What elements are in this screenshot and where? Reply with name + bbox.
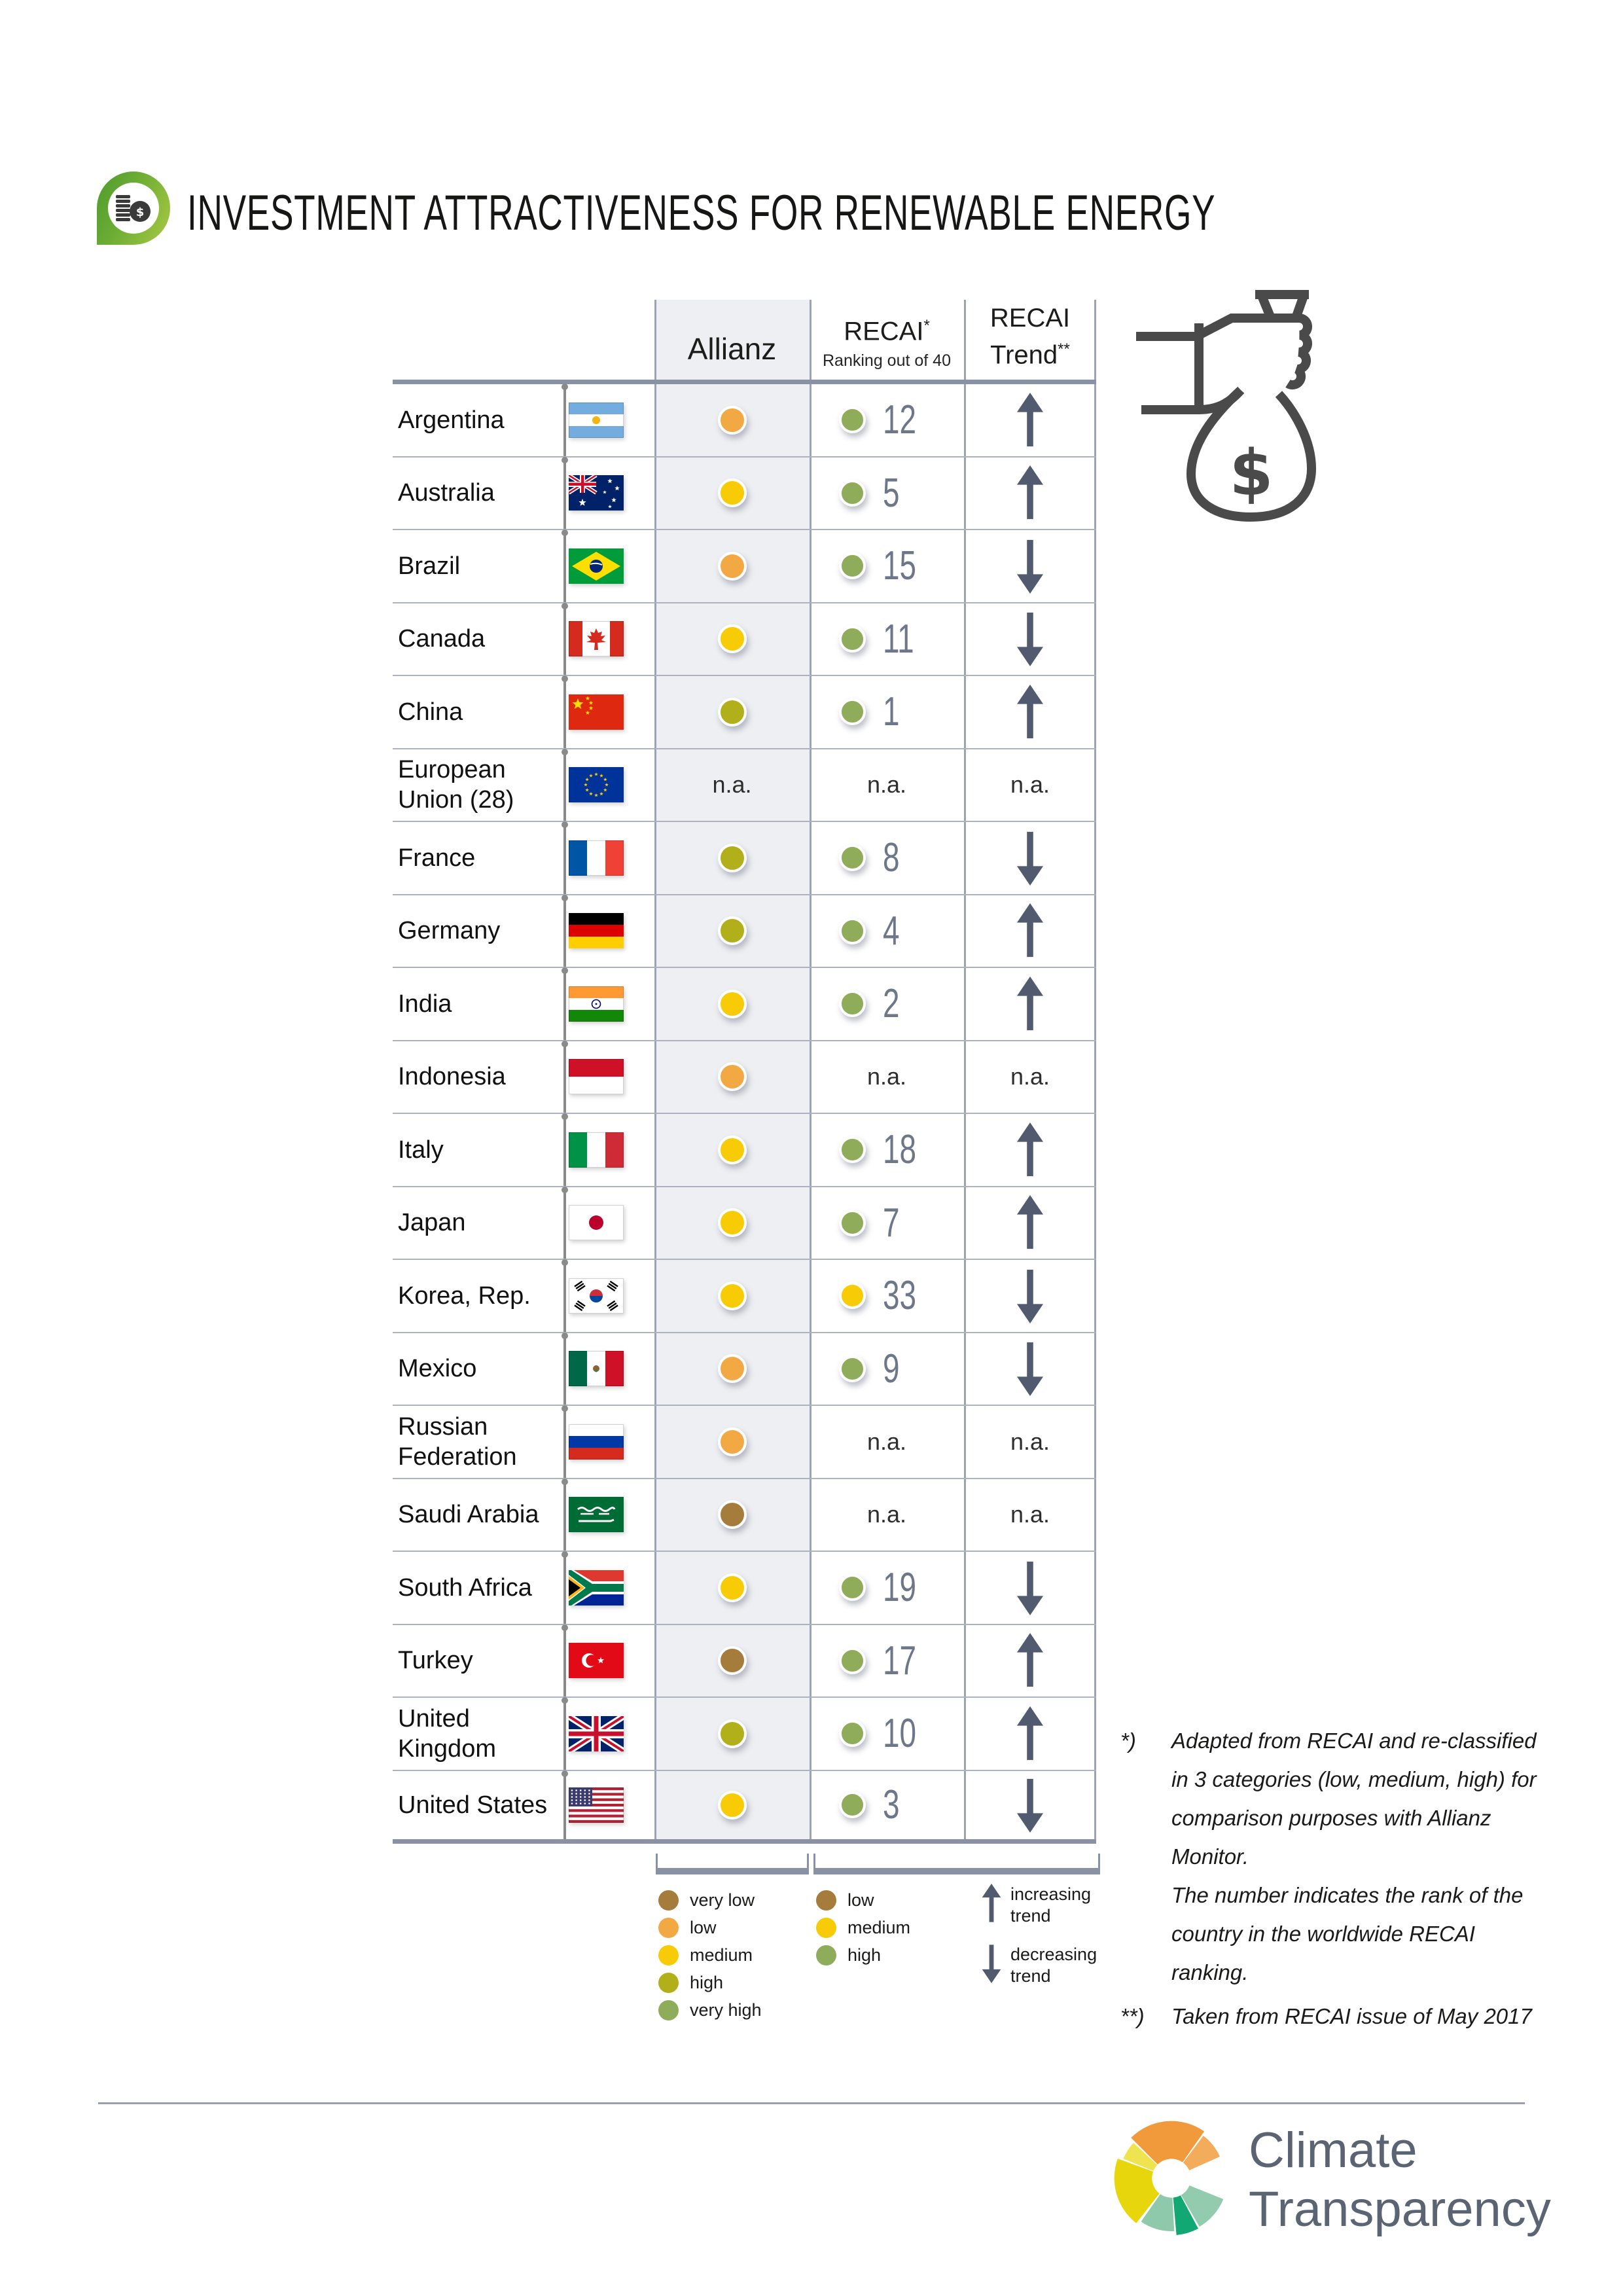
country-name: China: [398, 698, 463, 726]
table-row: [393, 676, 1096, 749]
footnote-line: Adapted from RECAI and re-classified: [1171, 1729, 1537, 1753]
flagpole: [563, 1556, 566, 1624]
recai-ranking-cell: [810, 1406, 964, 1478]
legend-item: [982, 1884, 1102, 1927]
na-label: n.a.: [1010, 1427, 1050, 1455]
allianz-rating-cell: [654, 457, 810, 529]
south-korea-flag: [569, 1278, 624, 1314]
footnote-line: country in the worldwide RECAI ranking.: [1171, 1922, 1476, 1984]
trend-up-arrow-icon: [1016, 465, 1044, 520]
allianz-rating-cell: [654, 749, 810, 821]
recai-trend-cell: [964, 1114, 1096, 1186]
allianz-rating-cell: [654, 530, 810, 602]
recai-ranking-cell: [810, 530, 964, 602]
legend-dot: [658, 1945, 679, 1965]
recai-rating-dot: [839, 480, 866, 507]
flagpole: [563, 535, 566, 602]
recai-trend-cell: [964, 603, 1096, 675]
china-flag: [569, 694, 624, 730]
recai-rating-dot: [839, 626, 866, 653]
recai-rating-dot: [839, 1647, 866, 1674]
table-row: [393, 1333, 1096, 1407]
trend-down-arrow-icon: [1016, 539, 1044, 594]
country-ratings-table: [393, 300, 1096, 1844]
svg-text:$: $: [135, 206, 145, 219]
legend-label: low: [690, 1917, 717, 1937]
recai-rank-value: 9: [882, 1346, 900, 1391]
table-row: [393, 1771, 1096, 1844]
trend-up-arrow-icon: [1016, 1195, 1044, 1250]
indonesia-flag: [569, 1059, 624, 1094]
allianz-legend-bracket: [656, 1854, 809, 1874]
recai-rating-dot: [839, 1355, 866, 1382]
legend-label: increasing trend: [1010, 1884, 1092, 1926]
mexico-flag: [569, 1351, 624, 1386]
india-flag: [569, 986, 624, 1022]
table-row: [393, 1698, 1096, 1771]
flagpole: [563, 973, 566, 1040]
recai-ranking-cell: [810, 895, 964, 967]
recai-ranking-cell: [810, 1260, 964, 1332]
recai-rating-dot: [839, 406, 866, 433]
recai-rating-dot: [839, 990, 866, 1017]
country-name: Korea, Rep.: [398, 1282, 531, 1310]
footer-divider: [98, 2102, 1525, 2104]
recai-ranking-cell: [810, 749, 964, 821]
table-row: [393, 457, 1096, 531]
legend-label: medium: [847, 1917, 911, 1937]
trend-legend: [982, 1884, 1102, 2004]
country-name: European Union (28): [398, 756, 514, 814]
italy-flag: [569, 1132, 624, 1168]
legend-dot: [658, 1918, 679, 1938]
table-row: [393, 895, 1096, 969]
recai-rank-value: 17: [882, 1638, 916, 1683]
recai-rank-value: 18: [882, 1127, 916, 1173]
germany-flag: [569, 913, 624, 948]
recai-trend-cell: [964, 457, 1096, 529]
table-row: [393, 1187, 1096, 1261]
country-name: Turkey: [398, 1647, 473, 1675]
australia-flag: [569, 475, 624, 511]
allianz-rating-dot: [718, 624, 747, 653]
legend-dot: [816, 1945, 836, 1965]
recai-ranking-cell: [810, 1041, 964, 1113]
table-row: [393, 1625, 1096, 1698]
na-label: n.a.: [866, 1427, 907, 1455]
legend-item: [816, 1941, 910, 1969]
legend-label: low: [847, 1890, 874, 1910]
legend-item: [658, 1886, 762, 1914]
trend-down-arrow-icon: [1016, 611, 1044, 666]
table-row: [393, 822, 1096, 895]
country-name: Australia: [398, 479, 495, 507]
allianz-rating-cell: [654, 1333, 810, 1405]
allianz-rating-cell: [654, 1406, 810, 1478]
country-name: Japan: [398, 1209, 466, 1237]
country-name: France: [398, 844, 476, 872]
turkey-flag: [569, 1643, 624, 1678]
recai-ranking-cell: [810, 384, 964, 456]
legend-label: decreasing trend: [1010, 1945, 1097, 1986]
table-row: [393, 1260, 1096, 1333]
legend-label: high: [690, 1972, 724, 1992]
allianz-rating-dot: [718, 1427, 747, 1456]
na-label: n.a.: [866, 1501, 907, 1528]
country-name: India: [398, 990, 452, 1018]
legend-item: [982, 1944, 1102, 1987]
trend-down-arrow-icon: [1016, 1268, 1044, 1323]
na-label: n.a.: [1010, 1063, 1050, 1090]
climate-transparency-logo: [1113, 2119, 1551, 2240]
table-row: [393, 384, 1096, 457]
flagpole: [563, 1776, 566, 1840]
logo-text-line2: Transparency: [1249, 2181, 1551, 2237]
recai-trend-cell: [964, 822, 1096, 894]
recai-ranking-cell: [810, 457, 964, 529]
allianz-rating-cell: [654, 1552, 810, 1624]
legend-item: [658, 1914, 762, 1941]
flagpole: [563, 1338, 566, 1405]
flagpole: [563, 1046, 566, 1113]
recai-rank-value: 7: [882, 1200, 900, 1246]
recai-rank-value: 4: [882, 908, 900, 954]
recai-legend: [816, 1886, 910, 1969]
trend-down-arrow-icon: [982, 1944, 1001, 1983]
recai-trend-cell: [964, 895, 1096, 967]
allianz-rating-cell: [654, 1698, 810, 1770]
trend-down-arrow-icon: [1016, 1560, 1044, 1615]
country-name: Mexico: [398, 1355, 477, 1383]
country-name: Germany: [398, 917, 501, 945]
allianz-rating-dot: [718, 1500, 747, 1529]
recai-trend-cell: [964, 1552, 1096, 1624]
trend-up-arrow-icon: [1016, 1706, 1044, 1761]
footnote-1: *) Adapted from RECAI and re-classified in 3 categories (low, medium, high) for comparison purposes with Allianz Monitor. The number indicates the rank of the country in the worldwide RECAI ranking.: [1120, 1721, 1552, 1992]
na-label: n.a.: [1010, 1501, 1050, 1528]
legend-label: medium: [690, 1945, 753, 1965]
flagpole: [563, 754, 566, 821]
allianz-rating-dot: [718, 990, 747, 1018]
legend-item: [816, 1886, 910, 1914]
recai-rating-dot: [839, 698, 866, 725]
legend-dot: [658, 1973, 679, 1993]
allianz-rating-dot: [718, 916, 747, 945]
recai-rating-dot: [839, 1136, 866, 1163]
recai-trend-cell: [964, 1260, 1096, 1332]
money-bag-hand-icon: [1133, 288, 1349, 527]
flagpole: [563, 1484, 566, 1551]
table-row: [393, 603, 1096, 677]
allianz-rating-dot: [718, 698, 747, 726]
flagpole: [563, 1119, 566, 1186]
legend-dot: [658, 1890, 679, 1910]
recai-rating-dot: [839, 1791, 866, 1818]
legend-item: [658, 1941, 762, 1969]
usa-flag: [569, 1787, 624, 1823]
table-row: [393, 1479, 1096, 1552]
trend-up-arrow-icon: [1016, 1633, 1044, 1688]
recai-rank-value: 1: [882, 689, 900, 735]
column-header-recai-trend: RECAI Trend**: [990, 303, 1071, 369]
recai-ranking-cell: [810, 1552, 964, 1624]
legend-label: very high: [690, 2000, 762, 2020]
recai-trend-cell: [964, 676, 1096, 748]
legend-label: very low: [690, 1890, 755, 1910]
allianz-rating-cell: [654, 968, 810, 1040]
allianz-rating-cell: [654, 676, 810, 748]
saudi-arabia-flag: [569, 1497, 624, 1532]
recai-ranking-cell: [810, 1698, 964, 1770]
na-label: n.a.: [1010, 771, 1050, 798]
recai-trend-cell: [964, 1333, 1096, 1405]
recai-ranking-cell: [810, 1333, 964, 1405]
flagpole: [563, 900, 566, 967]
table-row: [393, 1041, 1096, 1115]
brazil-flag: [569, 548, 624, 584]
country-name: United States: [398, 1791, 548, 1819]
legend-label: high: [847, 1945, 882, 1965]
country-name: Argentina: [398, 406, 505, 434]
recai-rating-dot: [839, 1210, 866, 1236]
recai-trend-cell: [964, 1406, 1096, 1478]
table-row: [393, 530, 1096, 603]
allianz-rating-dot: [718, 1208, 747, 1237]
flagpole: [563, 1265, 566, 1332]
country-name: Indonesia: [398, 1063, 506, 1091]
recai-ranking-cell: [810, 822, 964, 894]
allianz-rating-cell: [654, 384, 810, 456]
recai-ranking-cell: [810, 676, 964, 748]
allianz-rating-cell: [654, 822, 810, 894]
allianz-rating-dot: [718, 1719, 747, 1748]
recai-rank-value: 33: [882, 1273, 916, 1319]
footnote-line: comparison purposes with Allianz Monitor.: [1171, 1806, 1491, 1869]
recai-rank-value: 11: [882, 616, 914, 662]
recai-ranking-cell: [810, 603, 964, 675]
flagpole: [563, 1192, 566, 1259]
page-title: INVESTMENT ATTRACTIVENESS FOR RENEWABLE ENERGY: [187, 185, 1216, 241]
flagpole: [563, 681, 566, 748]
recai-trend-cell: [964, 968, 1096, 1040]
allianz-rating-cell: [654, 1114, 810, 1186]
country-name: Russian Federation: [398, 1412, 517, 1471]
eu-flag: [569, 767, 624, 802]
flagpole: [563, 1702, 566, 1770]
recai-rating-dot: [839, 552, 866, 579]
russia-flag: [569, 1424, 624, 1460]
recai-ranking-cell: [810, 1114, 964, 1186]
recai-trend-cell: [964, 1041, 1096, 1113]
allianz-rating-dot: [718, 552, 747, 581]
allianz-rating-dot: [718, 1573, 747, 1602]
recai-rank-value: 15: [882, 543, 916, 589]
column-header-recai: RECAI* Ranking out of 40: [823, 316, 951, 370]
country-name: United Kingdom: [398, 1704, 496, 1763]
country-name: Brazil: [398, 552, 461, 580]
trend-up-arrow-icon: [1016, 1122, 1044, 1177]
allianz-rating-dot: [718, 478, 747, 507]
table-row: [393, 749, 1096, 823]
recai-rating-dot: [839, 1282, 866, 1309]
recai-trend-cell: [964, 1187, 1096, 1259]
recai-rank-value: 5: [882, 470, 900, 516]
table-row: [393, 1406, 1096, 1479]
allianz-rating-dot: [718, 1646, 747, 1675]
trend-up-arrow-icon: [1016, 903, 1044, 958]
flagpole: [563, 462, 566, 529]
uk-flag: [569, 1716, 624, 1751]
country-name: Canada: [398, 625, 486, 653]
recai-ranking-cell: [810, 1771, 964, 1840]
recai-rating-dot: [839, 844, 866, 871]
allianz-rating-dot: [718, 1282, 747, 1310]
allianz-rating-cell: [654, 1041, 810, 1113]
recai-rank-value: 2: [882, 981, 900, 1027]
allianz-rating-cell: [654, 1771, 810, 1840]
country-name: South Africa: [398, 1573, 532, 1602]
flagpole: [563, 827, 566, 894]
allianz-legend: [658, 1886, 762, 2024]
footnote-line: in 3 categories (low, medium, high) for: [1171, 1767, 1537, 1791]
allianz-rating-dot: [718, 1791, 747, 1820]
allianz-rating-cell: [654, 895, 810, 967]
table-row: [393, 1552, 1096, 1625]
table-row: [393, 968, 1096, 1041]
allianz-rating-dot: [718, 1062, 747, 1091]
allianz-rating-dot: [718, 844, 747, 872]
legend-item: [658, 1969, 762, 1996]
logo-wheel-icon: [1113, 2119, 1230, 2240]
recai-rank-value: 12: [882, 397, 916, 443]
recai-trend-cell: [964, 1698, 1096, 1770]
na-label: n.a.: [866, 1063, 907, 1090]
canada-flag: [569, 621, 624, 656]
flagpole: [563, 1630, 566, 1697]
column-header-allianz: Allianz: [687, 332, 777, 366]
footnote-line: The number indicates the rank of the: [1171, 1883, 1524, 1907]
table-row: [393, 1114, 1096, 1187]
table-header: [393, 300, 1096, 384]
trend-down-arrow-icon: [1016, 831, 1044, 886]
argentina-flag: [569, 403, 624, 438]
recai-ranking-cell: [810, 1187, 964, 1259]
svg-text:$: $: [1229, 437, 1274, 510]
recai-trend-cell: [964, 1625, 1096, 1697]
trend-up-arrow-icon: [982, 1884, 1001, 1923]
allianz-rating-cell: [654, 1625, 810, 1697]
recai-rating-dot: [839, 1720, 866, 1747]
recai-ranking-cell: [810, 1625, 964, 1697]
flagpole: [563, 608, 566, 675]
allianz-rating-dot: [718, 1354, 747, 1383]
na-label: n.a.: [866, 771, 907, 798]
country-name: Saudi Arabia: [398, 1501, 539, 1529]
france-flag: [569, 840, 624, 876]
recai-rank-value: 10: [882, 1711, 916, 1757]
allianz-rating-dot: [718, 406, 747, 435]
recai-legend-bracket: [813, 1854, 1100, 1874]
flagpole: [563, 1410, 566, 1478]
trend-down-arrow-icon: [1016, 1778, 1044, 1833]
na-label: n.a.: [712, 771, 752, 798]
recai-trend-cell: [964, 530, 1096, 602]
recai-ranking-cell: [810, 1479, 964, 1551]
japan-flag: [569, 1205, 624, 1240]
allianz-rating-cell: [654, 1187, 810, 1259]
recai-rating-dot: [839, 918, 866, 944]
footnotes: [1120, 1721, 1552, 2041]
trend-up-arrow-icon: [1016, 393, 1044, 448]
recai-rank-value: 8: [882, 835, 900, 881]
recai-rank-value: 19: [882, 1565, 916, 1611]
legend-dot: [816, 1890, 836, 1910]
legend-dot: [658, 2000, 679, 2020]
allianz-rating-dot: [718, 1136, 747, 1164]
table-body: [393, 384, 1096, 1844]
country-name: Italy: [398, 1136, 444, 1164]
logo-text-line1: Climate: [1249, 2122, 1418, 2178]
recai-trend-cell: [964, 1771, 1096, 1840]
allianz-rating-cell: [654, 1479, 810, 1551]
recai-rating-dot: [839, 1574, 866, 1601]
trend-up-arrow-icon: [1016, 685, 1044, 740]
coins-badge-icon: [97, 171, 170, 245]
legend-dot: [816, 1918, 836, 1938]
footnote-2: **) Taken from RECAI issue of May 2017: [1120, 2004, 1532, 2028]
recai-rank-value: 3: [882, 1782, 900, 1828]
legend-item: [816, 1914, 910, 1941]
legend-item: [658, 1996, 762, 2024]
flagpole: [563, 389, 566, 456]
trend-down-arrow-icon: [1016, 1341, 1044, 1396]
south-africa-flag: [569, 1570, 624, 1605]
recai-trend-cell: [964, 1479, 1096, 1551]
recai-trend-cell: [964, 749, 1096, 821]
recai-ranking-cell: [810, 968, 964, 1040]
allianz-rating-cell: [654, 603, 810, 675]
recai-trend-cell: [964, 384, 1096, 456]
trend-up-arrow-icon: [1016, 977, 1044, 1031]
allianz-rating-cell: [654, 1260, 810, 1332]
